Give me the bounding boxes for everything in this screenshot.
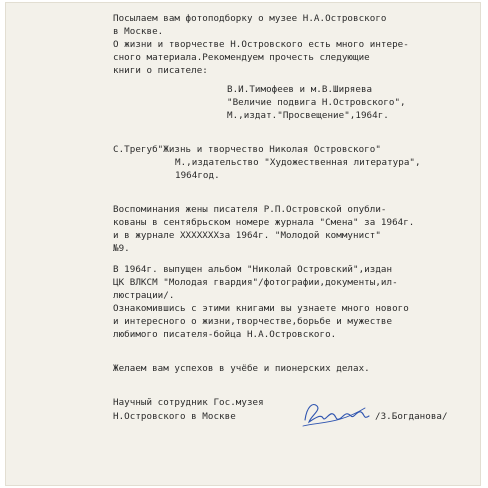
letter-line-15: №9. — [113, 243, 130, 254]
letter-line-17: ЦК ВЛКСМ "Молодая гвардия"/фотографии,документы,ил- — [113, 277, 398, 288]
letter-line-18: люстрации/. — [113, 290, 175, 301]
letter-line-20: и интересного о жизни,творчестве,борьбе и мужестве — [113, 316, 393, 327]
handwritten-signature — [299, 396, 375, 430]
signer-name: /З.Богданова/ — [375, 411, 448, 422]
letter-line-1: Посылаем вам фотоподборку о музее Н.А.Островского — [113, 13, 387, 24]
book-1-authors: В.И.Тимофеев и м.В.Ширяева — [227, 84, 373, 95]
letter-line-16: В 1964г. выпущен альбом "Николай Островский",издан — [113, 264, 393, 275]
letter-line-21: любимого писателя-бойца Н.А.Островского. — [113, 329, 337, 340]
signer-title-line-1: Научный сотрудник Гос.музея — [113, 397, 264, 408]
letter-line-12: Воспоминания жены писателя Р.П.Островской опубли- — [113, 204, 387, 215]
letter-line-13: кованы в сентябрьском номере журнала "Смена" за 1964г. — [113, 217, 415, 228]
letter-line-4: сного материала.Рекомендуем прочесть следующие — [113, 52, 370, 63]
signer-title-line-2: Н.Островского в Москве — [113, 411, 236, 422]
book-2-publisher: М.,издательство "Художественная литература", — [175, 157, 421, 168]
book-2-year: 1964год. — [175, 170, 220, 181]
letter-line-14: и в журнале ХХХХХХХза 1964г. "Молодой коммунист" — [113, 230, 381, 241]
book-1-title: "Величие подвига Н.Островского", — [227, 97, 406, 108]
letter-line-19: Ознакомившись с этими книгами вы узнаете много нового — [113, 303, 409, 314]
letter-line-2: в Москве. — [113, 26, 164, 37]
letter-line-3: О жизни и творчестве Н.Островского есть много интере- — [113, 39, 409, 50]
signature-stroke — [305, 405, 369, 422]
book-2-title: С.Трегуб"Жизнь и творчество Николая Островского" — [113, 144, 381, 155]
closing-wishes: Желаем вам успехов в учёбе и пионерских делах. — [113, 363, 370, 374]
book-1-publisher: М.,издат."Просвещение",1964г. — [227, 110, 389, 121]
letter-page — [5, 2, 481, 486]
letter-line-5: книги о писателе: — [113, 65, 208, 76]
